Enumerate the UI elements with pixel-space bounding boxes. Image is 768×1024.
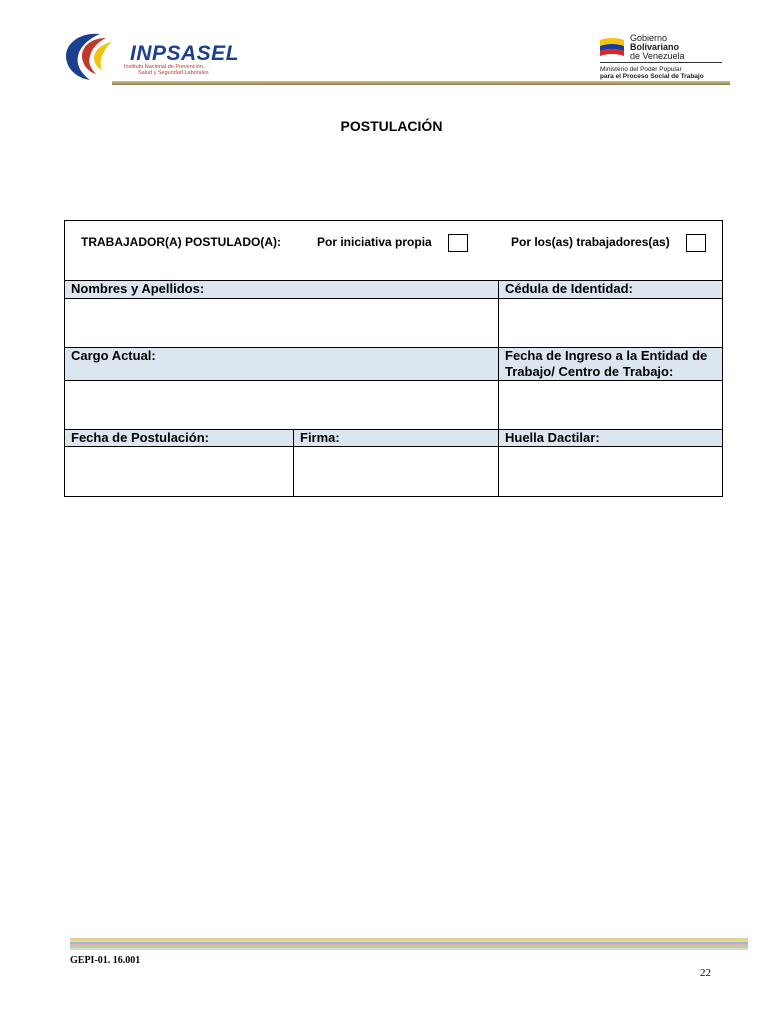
- names-input-row: [65, 299, 723, 348]
- header-divider: [112, 81, 730, 85]
- inpsasel-subtitle-1: Instituto Nacional de Prevención,: [124, 64, 205, 70]
- names-label: Nombres y Apellidos:: [65, 281, 499, 299]
- fingerprint-field[interactable]: [499, 447, 723, 497]
- nomination-input-row: [65, 447, 723, 497]
- option-workers-checkbox[interactable]: [686, 234, 706, 252]
- option-workers-label: Por los(as) trabajadores(as): [511, 235, 670, 249]
- inpsasel-logo: [60, 28, 260, 84]
- inpsasel-subtitle-2: Salud y Seguridad Laborales: [138, 70, 209, 76]
- inpsasel-emblem-icon: [60, 28, 130, 84]
- position-input-row: [65, 381, 723, 430]
- worker-cell: [65, 221, 723, 281]
- entry-date-field[interactable]: [499, 381, 723, 430]
- government-line-1: Gobierno: [630, 33, 668, 43]
- names-header-row: [65, 281, 723, 299]
- ministry-line-1: Ministerio del Poder Popular: [600, 66, 682, 73]
- worker-label: TRABAJADOR(A) POSTULADO(A):: [81, 235, 281, 249]
- government-line-2: Bolivariano: [630, 42, 680, 52]
- nomination-date-field[interactable]: [65, 447, 294, 497]
- nomination-date-label: Fecha de Postulación:: [65, 430, 294, 447]
- signature-label: Firma:: [294, 430, 499, 447]
- position-header-row: [65, 348, 723, 381]
- worker-row: [65, 221, 723, 281]
- government-divider: [600, 62, 722, 63]
- id-label: Cédula de Identidad:: [499, 281, 723, 299]
- nomination-header-row: [65, 430, 723, 447]
- fingerprint-label: Huella Dactilar:: [499, 430, 723, 447]
- option-own-label: Por iniciativa propia: [317, 235, 432, 249]
- position-label: Cargo Actual:: [65, 348, 499, 381]
- page-number: 22: [700, 967, 711, 979]
- government-logo: [598, 32, 733, 82]
- venezuela-flag-icon: [598, 36, 626, 58]
- postulation-form: [64, 220, 723, 497]
- names-field[interactable]: [65, 299, 499, 348]
- government-line-3: de Venezuela: [630, 51, 685, 61]
- signature-field[interactable]: [294, 447, 499, 497]
- entry-date-label: Fecha de Ingreso a la Entidad de Trabajo/ Centro de Trabajo:: [499, 348, 723, 381]
- id-field[interactable]: [499, 299, 723, 348]
- position-field[interactable]: [65, 381, 499, 430]
- footer-divider: [70, 938, 748, 950]
- page-title: POSTULACIÓN: [340, 118, 443, 134]
- document-code: GEPI-01. 16.001: [70, 955, 141, 966]
- ministry-line-2: para el Proceso Social de Trabajo: [600, 73, 704, 80]
- option-own-checkbox[interactable]: [448, 234, 468, 252]
- inpsasel-wordmark: INPSASEL: [130, 42, 240, 65]
